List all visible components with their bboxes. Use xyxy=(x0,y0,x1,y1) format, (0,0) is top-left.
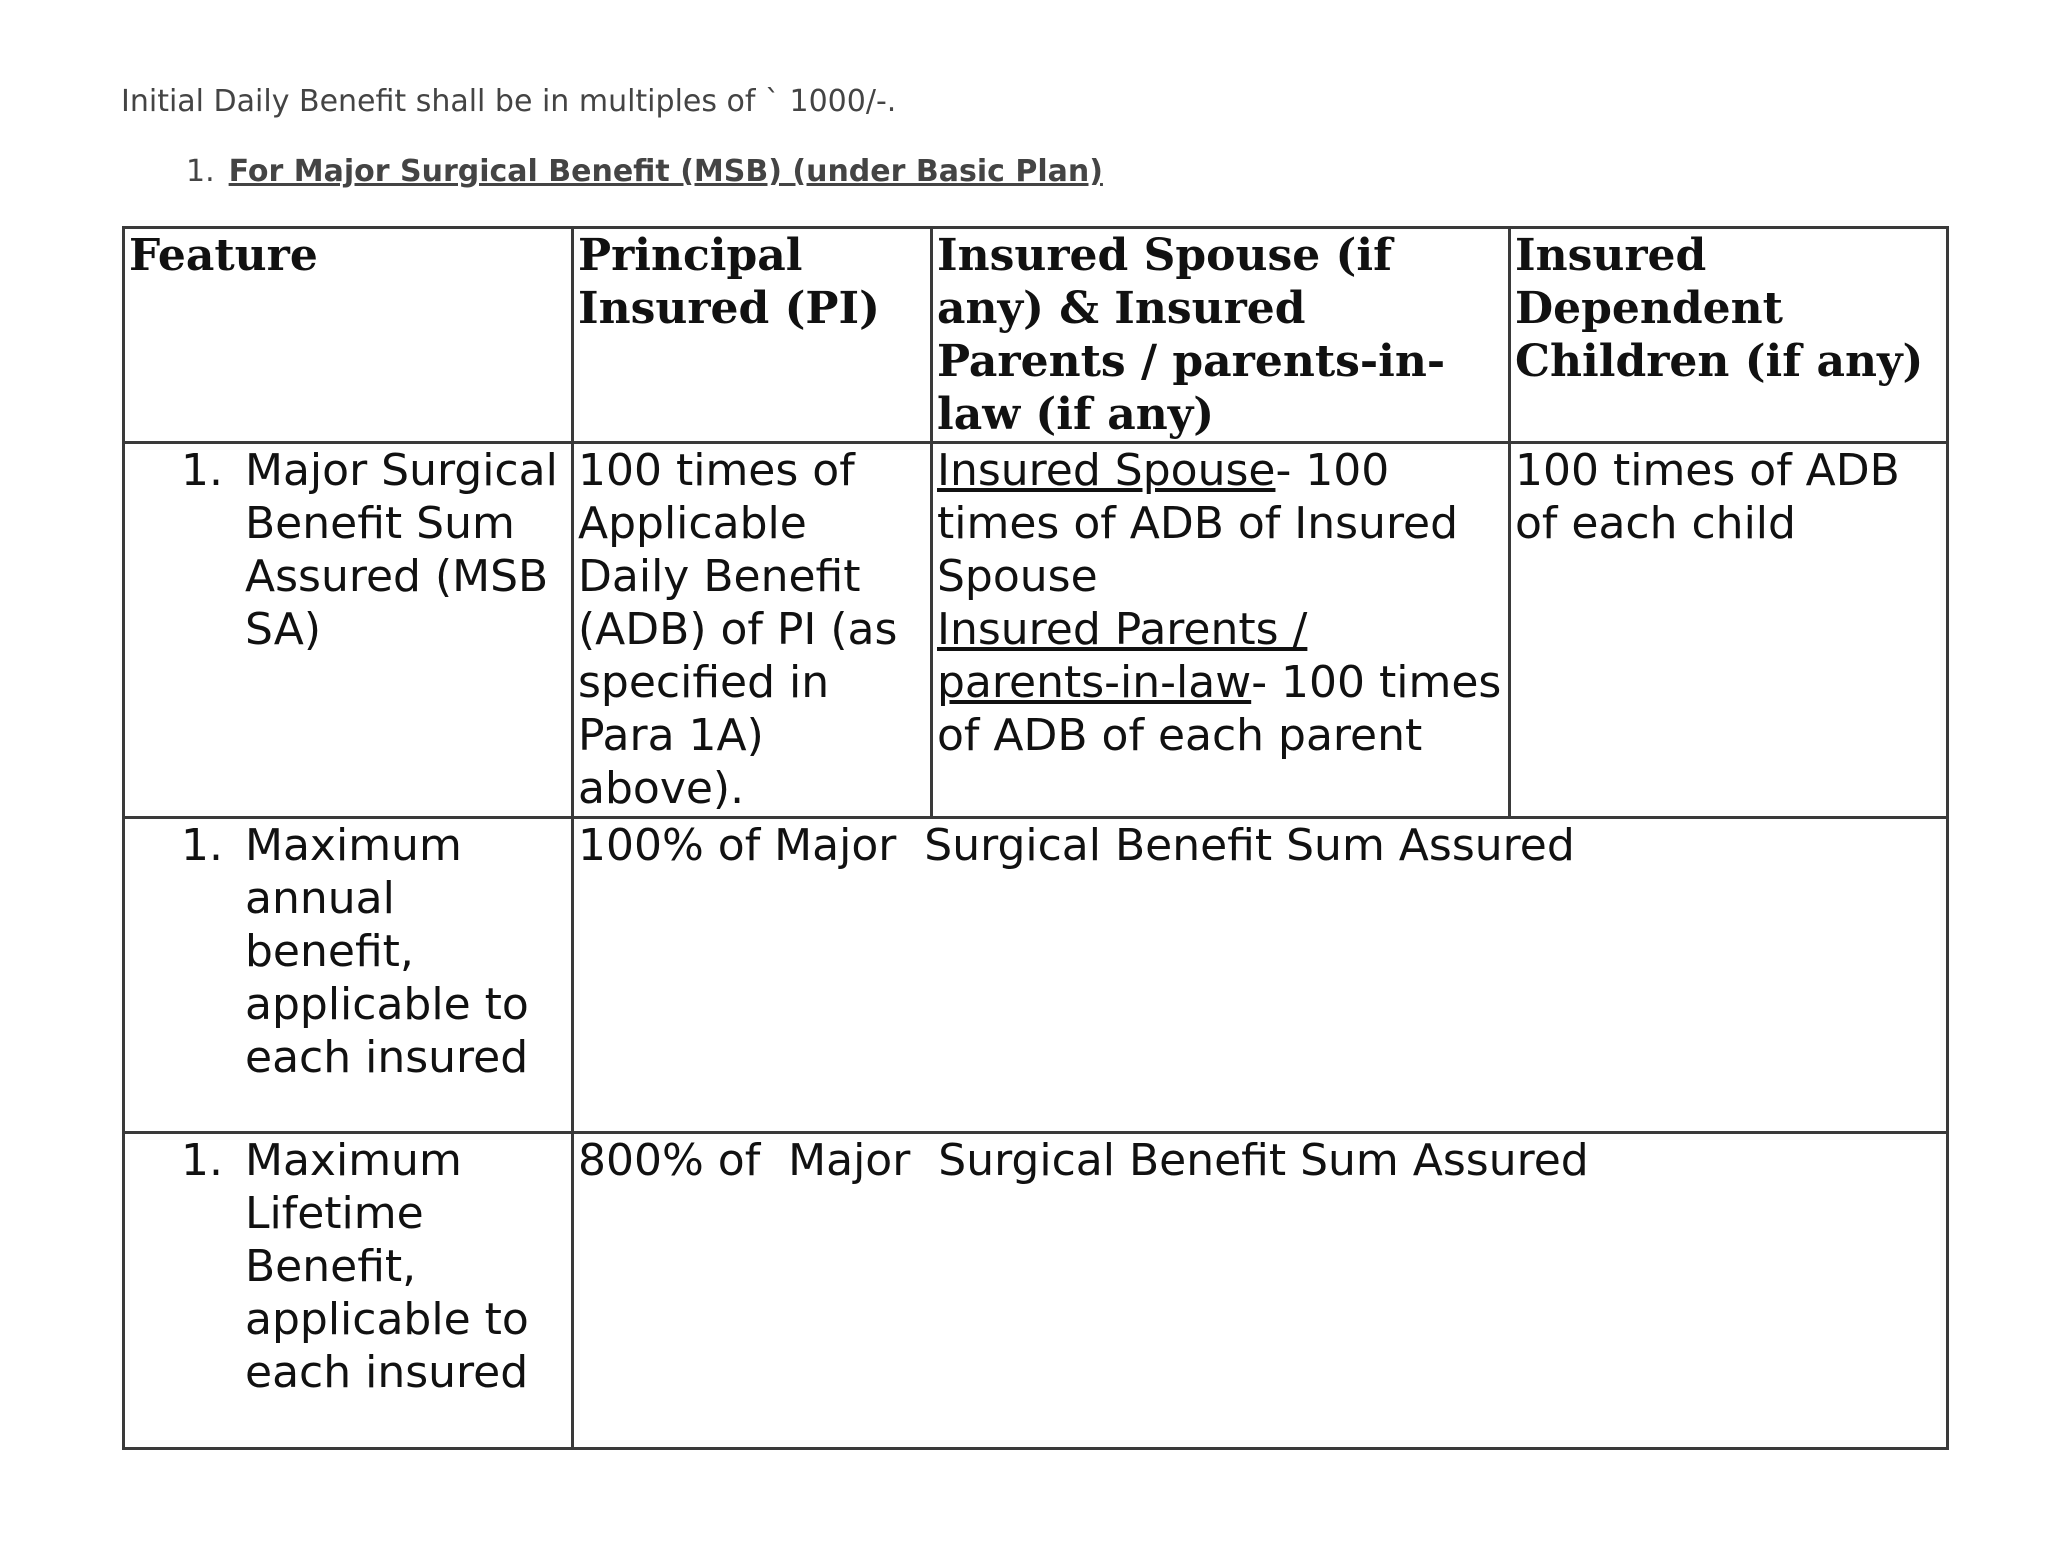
section-title: For Major Surgical Benefit (MSB) (under Basic Plan) xyxy=(228,154,1103,189)
row-number: 1. xyxy=(181,820,223,871)
feature-label: Maximum Lifetime Benefit, applicable to each insured xyxy=(245,1135,529,1398)
header-principal-insured: Principal Insured (PI) xyxy=(573,228,932,443)
children-value: 100 times of ADB of each child xyxy=(1510,443,1948,818)
lifetime-benefit-value: 800% of Major Surgical Benefit Sum Assured xyxy=(573,1133,1948,1449)
parents-label: Insured Parents / parents-in-law xyxy=(937,604,1308,708)
spouse-label: Insured Spouse xyxy=(937,445,1276,496)
header-dependent-children: Insured Dependent Children (if any) xyxy=(1510,228,1948,443)
spouse-parents-value xyxy=(932,443,1510,818)
feature-cell xyxy=(124,443,573,818)
table-header-row xyxy=(124,228,1948,443)
section-heading xyxy=(186,154,1103,189)
header-feature: Feature xyxy=(124,228,573,443)
feature-cell xyxy=(124,818,573,1133)
feature-label: Major Surgical Benefit Sum Assured (MSB SA) xyxy=(245,445,558,655)
annual-benefit-value: 100% of Major Surgical Benefit Sum Assured xyxy=(573,818,1948,1133)
feature-label: Maximum annual benefit, applicable to each insured xyxy=(245,820,529,1083)
spouse-text: - 100 times of ADB of Insured Spouse xyxy=(937,445,1459,602)
benefits-table xyxy=(122,226,1949,1450)
row-number: 1. xyxy=(181,445,223,496)
table-row xyxy=(124,818,1948,1133)
table-row xyxy=(124,443,1948,818)
feature-cell xyxy=(124,1133,573,1449)
header-insured-spouse-parents: Insured Spouse (if any) & Insured Parents / parents-in-law (if any) xyxy=(932,228,1510,443)
section-number: 1. xyxy=(186,154,215,189)
intro-text: Initial Daily Benefit shall be in multiples of ` 1000/-. xyxy=(121,84,897,119)
principal-insured-value: 100 times of Applicable Daily Benefit (ADB) of PI (as specified in Para 1A) above). xyxy=(573,443,932,818)
row-number: 1. xyxy=(181,1135,223,1186)
table-row xyxy=(124,1133,1948,1449)
parents-text: - 100 times of ADB of each parent xyxy=(937,657,1502,761)
